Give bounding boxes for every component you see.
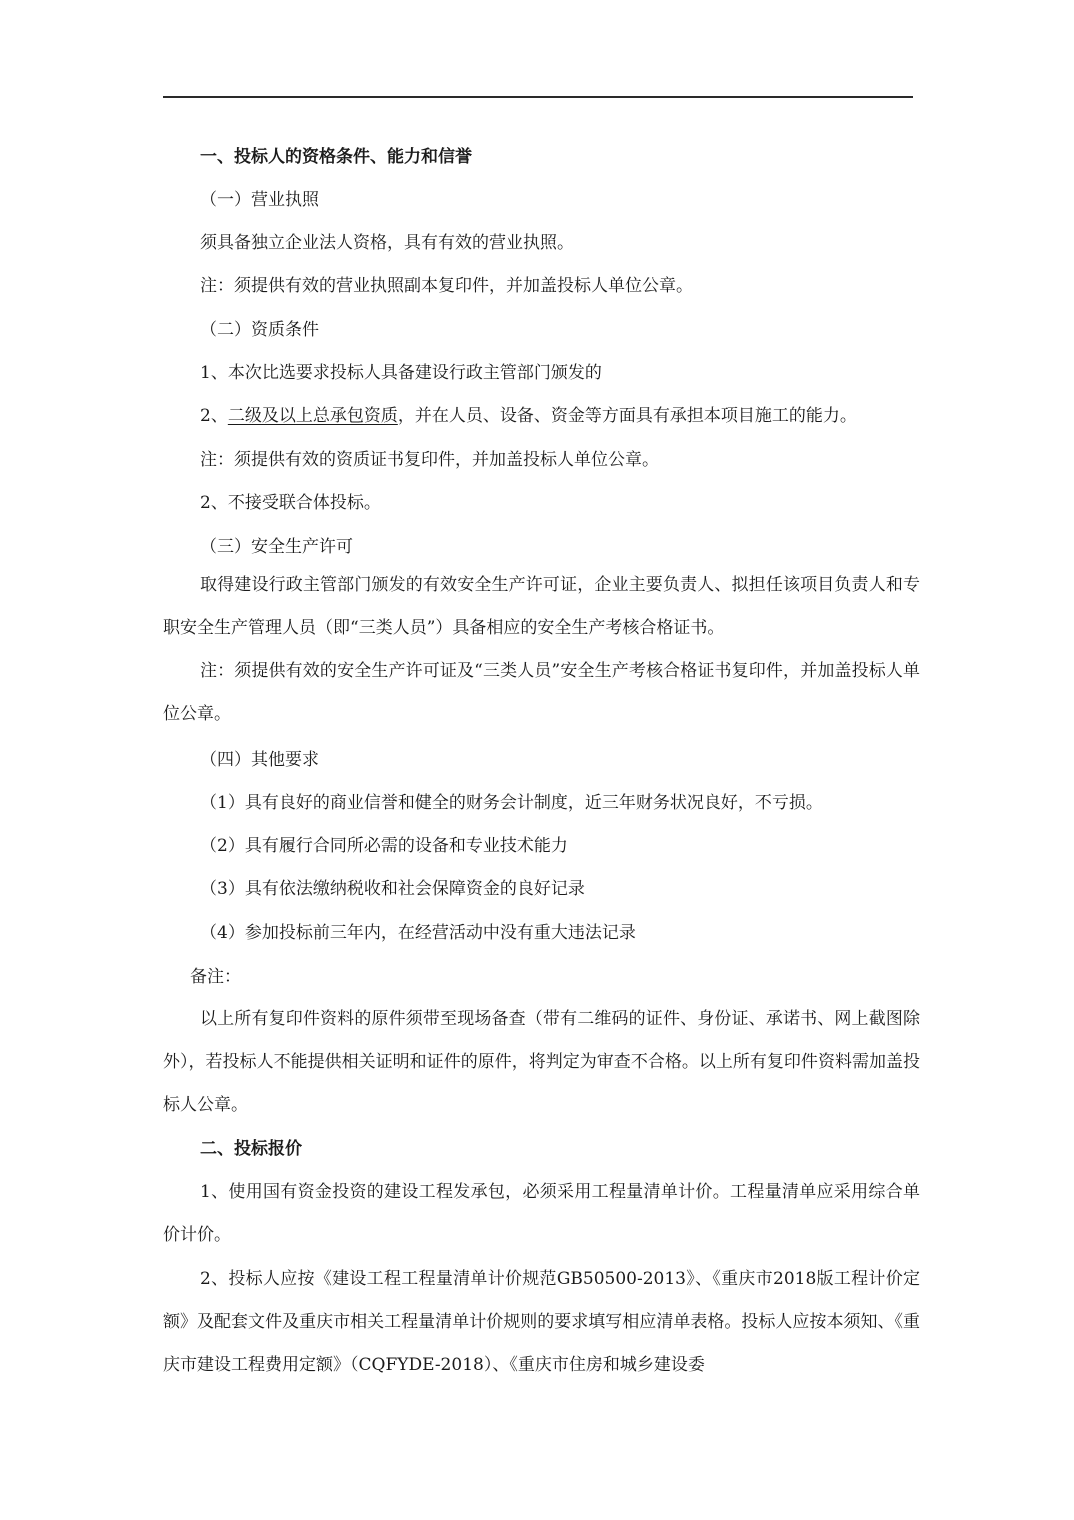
qualification-item-2-prefix: 2、 [200,406,228,426]
qualification-title: （二）资质条件 [200,320,319,340]
license-title: （一）营业执照 [200,190,319,210]
remark-label: 备注： [190,967,241,987]
safety-note: 注：须提供有效的安全生产许可证及“三类人员”安全生产考核合格证书复印件，并加盖投标人单位公章。 [163,661,920,724]
remark-text: 以上所有复印件资料的原件须带至现场备查（带有二维码的证件、身份证、承诺书、网上截图除外），若投标人不能提供相关证明和证件的原件，将判定为审查不合格。以上所有复印件资料需加盖投标人公章。 [163,1009,920,1115]
section-1-heading: 一、投标人的资格条件、能力和信誉 [200,147,472,167]
qualification-item-2 [200,395,957,438]
qualification-item-1: 1、本次比选要求投标人具备建设行政主管部门颁发的 [200,363,602,383]
safety-requirement: 取得建设行政主管部门颁发的有效安全生产许可证，企业主要负责人、拟担任该项目负责人和专职安全生产管理人员（即“三类人员”）具备相应的安全生产考核合格证书。 [163,575,920,638]
section-2-heading: 二、投标报价 [200,1139,302,1159]
safety-title: （三）安全生产许可 [200,537,353,557]
license-note: 注：须提供有效的营业执照副本复印件，并加盖投标人单位公章。 [200,276,693,296]
pricing-paragraph-1: 1、使用国有资金投资的建设工程发承包，必须采用工程量清单计价。工程量清单应采用综合单价计价。 [163,1182,920,1245]
other-item-1: （1）具有良好的商业信誉和健全的财务会计制度，近三年财务状况良好，不亏损。 [200,793,823,813]
qualification-item-2-rest: ，并在人员、设备、资金等方面具有承担本项目施工的能力。 [397,406,857,426]
license-requirement: 须具备独立企业法人资格，具有有效的营业执照。 [200,233,574,253]
other-item-2: （2）具有履行合同所必需的设备和专业技术能力 [200,836,568,856]
qualification-note: 注：须提供有效的资质证书复印件，并加盖投标人单位公章。 [200,450,659,470]
other-title: （四）其他要求 [200,750,319,770]
other-item-3: （3）具有依法缴纳税收和社会保障资金的良好记录 [200,879,585,899]
qualification-item-2-underlined: 二级及以上总承包资质 [227,406,398,426]
pricing-paragraph-2: 2、投标人应按《建设工程工程量清单计价规范GB50500-2013》、《重庆市2018版工程计价定额》及配套文件及重庆市相关工程量清单计价规则的要求填写相应清单表格。投标人应按本须知、《重庆市建设工程费用定额》（CQFYDE-2018）、《重庆市住房和城乡建设委 [163,1269,920,1375]
qualification-item-3: 2、不接受联合体投标。 [200,493,381,513]
header-rule [163,96,913,98]
other-item-4: （4）参加投标前三年内，在经营活动中没有重大违法记录 [200,923,636,943]
